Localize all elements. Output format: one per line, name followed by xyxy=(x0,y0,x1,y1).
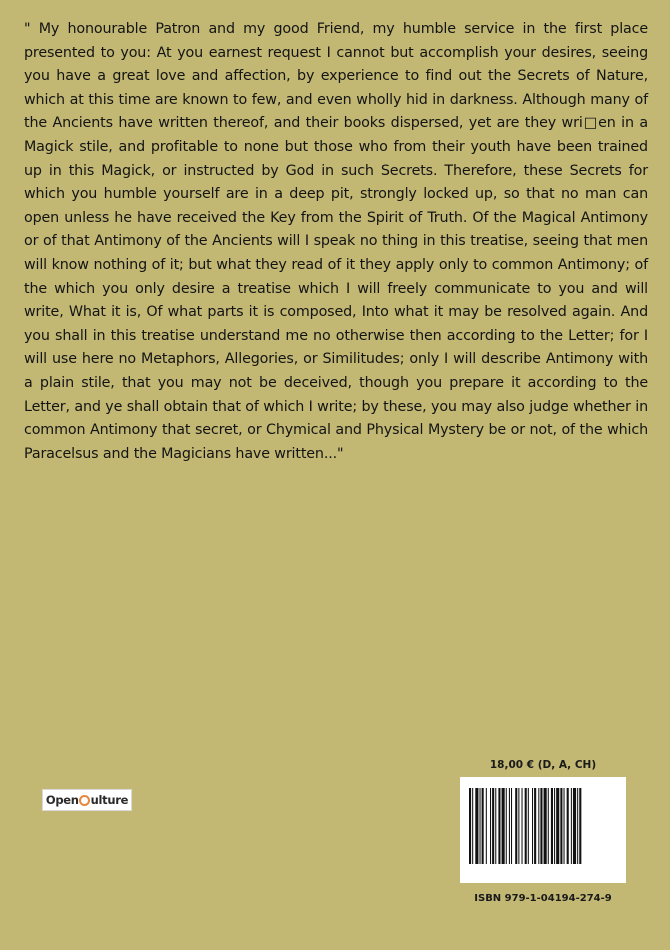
barcode-bar xyxy=(480,788,481,864)
barcode-bar xyxy=(469,788,471,864)
barcode-bar xyxy=(472,788,473,864)
barcode-bar xyxy=(577,788,578,864)
barcode-bar xyxy=(509,788,510,864)
barcode-bar xyxy=(534,788,536,864)
barcode-bar xyxy=(495,788,496,864)
barcode-bar xyxy=(556,788,559,864)
barcode-bar xyxy=(490,788,491,864)
barcode xyxy=(460,777,626,883)
barcode-bar xyxy=(538,788,539,864)
barcode-bar xyxy=(579,788,581,864)
barcode-bar xyxy=(475,788,478,864)
barcode-bar xyxy=(486,788,487,864)
barcode-bar xyxy=(515,788,517,864)
back-cover-blurb: " My honourable Patron and my good Friend, my humble service in the first place presented to you: At you earnest request I cannot but accomplish your desires, seeing you have a great love and affection, by experience to find out the Secrets of Nature, which at this time are known to few, and even wholly hid in darkness. Although many of the Ancients have written thereof, and their books dispersed, yet are they wri□en in a Magick stile, and profitable to none but those who from their youth have been trained up in this Magick, or instructed by God in such Secrets. Therefore, these Secrets for which you humble yourself are in a deep pit, strongly locked up, so that no man can open unless he have received the Key from the Spirit of Truth. Of the Magical Antimony or of that Antimony of the Ancients will I speak no thing in this treatise, seeing that men will know nothing of it; but what they read of it they apply only to common Antimony; of the which you only desire a treatise which I will freely communicate to you and will write, What it is, Of what parts it is composed, Into what it may be resolved again. And you shall in this treatise understand me no otherwise then according to the Letter; for I will use here no Metaphors, Allegories, or Similitudes; only I will describe Antimony with a plain stile, that you may not be deceived, though you prepare it according to the Letter, and ye shall obtain that of which I write; by these, you may also judge whether in common Antimony that secret, or Chymical and Physical Mystery be or not, of the which Paracelsus and the Magicians have written..." xyxy=(24,21,648,462)
barcode-bar xyxy=(573,788,576,864)
barcode-bar xyxy=(511,788,512,864)
barcode-bars-icon xyxy=(468,788,618,864)
logo-c-ring-icon xyxy=(79,795,90,806)
logo-text-open: Open xyxy=(45,793,79,807)
barcode-bar xyxy=(567,788,569,864)
barcode-bar xyxy=(564,788,565,864)
barcode-bar xyxy=(506,788,507,864)
openculture-logo xyxy=(42,789,132,811)
barcode-bar xyxy=(522,788,523,864)
barcode-bar xyxy=(571,788,572,864)
barcode-bar xyxy=(551,788,553,864)
price-label: 18,00 € (D, A, CH) xyxy=(489,759,597,771)
barcode-bar xyxy=(528,788,529,864)
barcode-bar xyxy=(560,788,562,864)
barcode-bar xyxy=(554,788,555,864)
barcode-bar xyxy=(502,788,505,864)
barcode-bar xyxy=(532,788,533,864)
barcode-bar xyxy=(492,788,494,864)
barcode-bar xyxy=(548,788,549,864)
barcode-bar xyxy=(525,788,527,864)
barcode-bar xyxy=(518,788,519,864)
barcode-bar xyxy=(482,788,484,864)
barcode-bar xyxy=(540,788,542,864)
barcode-bar xyxy=(544,788,547,864)
isbn-label: ISBN 979-1-04194-274-9 xyxy=(474,893,612,904)
barcode-bar xyxy=(498,788,500,864)
logo-text-ulture: ulture xyxy=(90,793,129,807)
